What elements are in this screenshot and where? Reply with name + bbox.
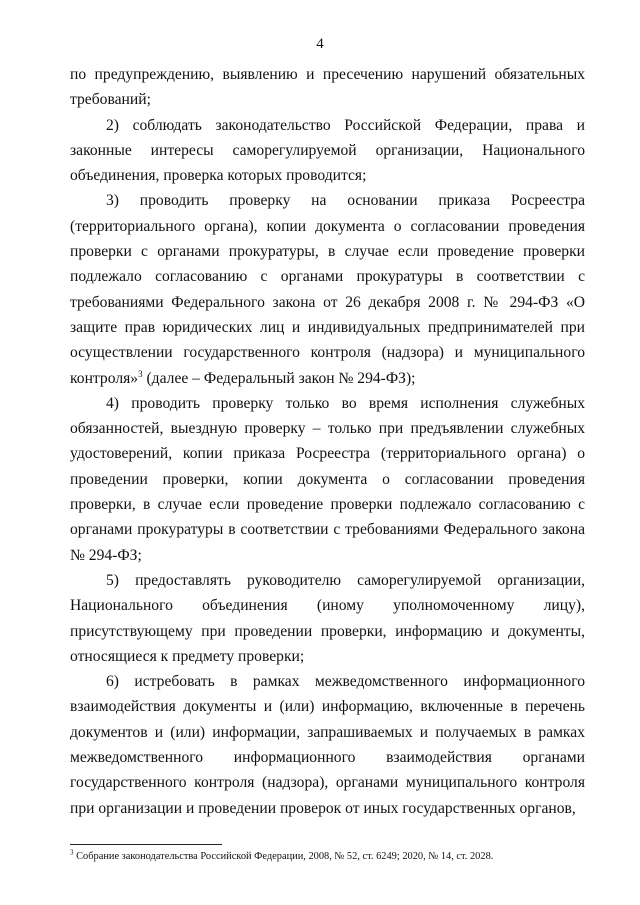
footnote-text: Собрание законодательства Российской Федерации, 2008, № 52, ст. 6249; 2020, № 14, ст. 2028. [73,851,494,862]
paragraph-item-5: 5) предоставлять руководителю саморегулируемой организации, Национального объединения (иному уполномоченному лицу), присутствующему при проведении проверки, информацию и документы, относящиеся к предмету проверки; [70,571,585,665]
footnote-marker: 3 [70,848,74,857]
paragraph-item-2: 2) соблюдать законодательство Российской Федерации, права и законные интересы саморегулируемой организации, Национального объединения, проверка которых проводится; [70,116,585,185]
paragraph-item-6: 6) истребовать в рамках межведомственного информационного взаимодействия документы и (или) информацию, включенные в перечень документов и (или) информации, запрашиваемых и получаемых в рамках межведомственного информационного взаимодействия органами государственного контроля (надзора), органами муниципального контроля при организации и проведении проверок от иных государственных органов, [70,673,585,817]
page-number: 4 [316,36,324,52]
paragraph-item-3 [70,188,585,390]
footnote-reference: 3 [138,368,143,379]
footnote [70,850,590,863]
paragraph-item-3-tail: (далее – Федеральный закон № 294-ФЗ); [142,369,416,387]
footnote-separator [70,844,222,845]
paragraph-continuation: по предупреждению, выявлению и пресечению нарушений обязательных требований; [70,66,585,109]
paragraph-item-4: 4) проводить проверку только во время исполнения служебных обязанностей, выездную проверку – только при предъявлении служебных удостоверений, копии приказа Росреестра (территориального органа) о проведении проверки, копии документа о согласовании проведения проверки, в случае если проведение проверки подлежало согласованию с органами прокуратуры в соответствии с требованиями Федерального закона № 294-ФЗ; [70,394,585,564]
page-body [70,62,585,821]
paragraph-item-3-text: 3) проводить проверку на основании приказа Росреестра (территориального органа), копии документа о согласовании проведения проверки с органами прокуратуры, в случае если проведение проверки подлежало согласованию с органами прокуратуры в соответствии с требованиями Федерального закона от 26 декабря 2008 г. № 294-ФЗ «О защите прав юридических лиц и индивидуальных предпринимателей при осуществлении государственного контроля (надзора) и муниципального контроля» [70,192,585,387]
